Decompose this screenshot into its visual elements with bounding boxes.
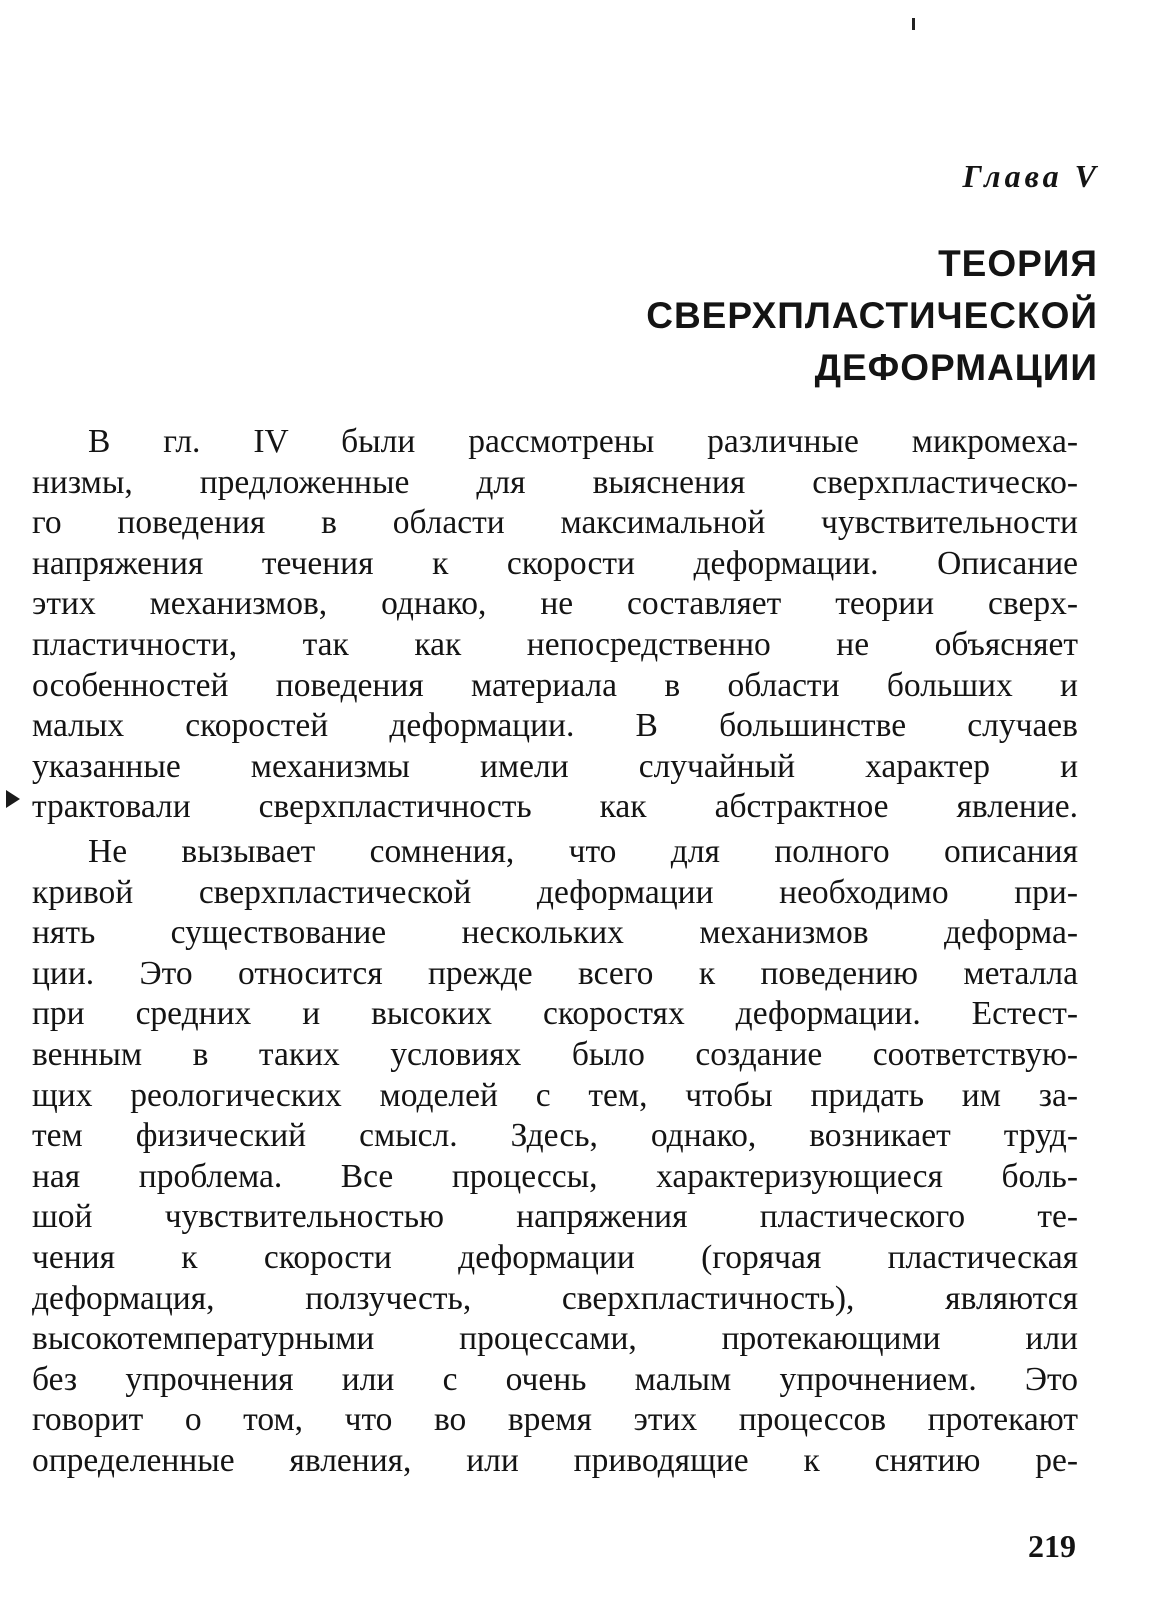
chapter-title-line: СВЕРХПЛАСТИЧЕСКОЙ	[646, 295, 1098, 336]
text-line: шой чувствительностью напряжения пластического те-	[32, 1198, 1078, 1236]
text-line: В гл. IV были рассмотрены различные микромеха-	[88, 423, 1078, 460]
text-line: низмы, предложенные для выяснения сверхпластическо-	[32, 463, 1078, 501]
margin-arrow-icon	[6, 790, 20, 808]
text-line: высокотемпературными процессами, протекающими или	[32, 1320, 1078, 1358]
page-number: 219	[1028, 1528, 1076, 1564]
text-line: деформация, ползучесть, сверхпластичность), являются	[32, 1279, 1078, 1317]
text-line: тем физический смысл. Здесь, однако, возникает труд-	[32, 1117, 1078, 1155]
text-line: ная проблема. Все процессы, характеризующиеся боль-	[32, 1157, 1078, 1195]
text-line: напряжения течения к скорости деформации. Описание	[32, 544, 1078, 582]
paragraph-2	[32, 832, 1078, 1482]
text-line: венным в таких условиях было создание соответствую-	[32, 1035, 1078, 1073]
text-line: щих реологических моделей с тем, чтобы придать им за-	[32, 1076, 1078, 1114]
text-line: нять существование нескольких механизмов деформа-	[32, 914, 1078, 952]
text-line: кривой сверхпластической деформации необходимо при-	[32, 873, 1078, 911]
text-line: ции. Это относится прежде всего к поведению металла	[32, 954, 1078, 992]
text-line: Не вызывает сомнения, что для полного описания	[88, 833, 1078, 870]
chapter-label: Глава V	[962, 158, 1100, 194]
text-line: пластичности, так как непосредственно не объясняет	[32, 625, 1078, 663]
chapter-title-line: ТЕОРИЯ	[938, 243, 1098, 284]
text-line: трактовали сверхпластичность как абстрактное явление.	[32, 788, 1078, 826]
chapter-title	[646, 238, 1098, 394]
text-line: при средних и высоких скоростях деформации. Естест-	[32, 995, 1078, 1033]
text-line: особенностей поведения материала в области больших и	[32, 666, 1078, 704]
text-line: определенные явления, или приводящие к снятию ре-	[32, 1441, 1078, 1479]
print-mark	[912, 18, 915, 30]
text-line: без упрочнения или с очень малым упрочнением. Это	[32, 1360, 1078, 1398]
chapter-title-line: ДЕФОРМАЦИИ	[814, 347, 1098, 388]
text-line: указанные механизмы имели случайный характер и	[32, 747, 1078, 785]
paragraph-1	[32, 422, 1078, 828]
text-line: этих механизмов, однако, не составляет теории сверх-	[32, 585, 1078, 623]
text-line: чения к скорости деформации (горячая пластическая	[32, 1238, 1078, 1276]
text-line: малых скоростей деформации. В большинстве случаев	[32, 707, 1078, 745]
text-line: говорит о том, что во время этих процессов протекают	[32, 1401, 1078, 1439]
text-line: го поведения в области максимальной чувствительности	[32, 504, 1078, 542]
